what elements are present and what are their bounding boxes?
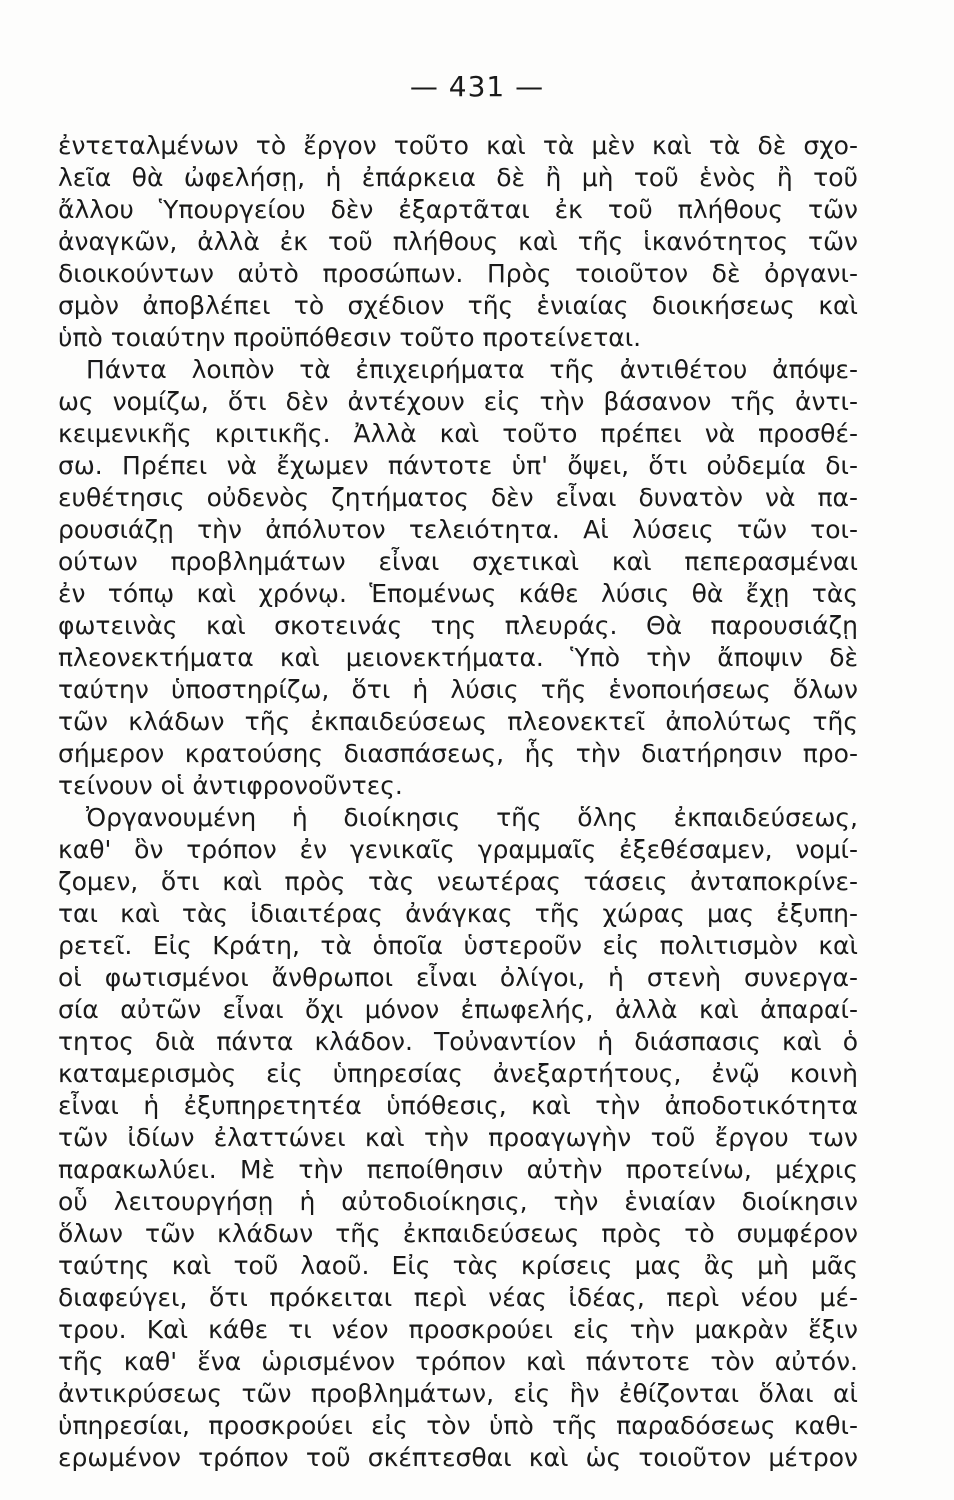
text-line: ταύτην ὑποστηρίζω, ὅτι ἡ λύσις τῆς ἑνοποιήσεως ὅλων [58,675,858,704]
text-line: τείνουν οἱ ἀντιφρονοῦντες. [58,771,403,800]
text-line: ἀντικρύσεως τῶν προβλημάτων, εἰς ἣν ἐθίζονται ὅλαι αἱ [58,1379,858,1408]
text-line: τητος διὰ πάντα κλάδον. Τοὐναντίον ἡ διάσπασις καὶ ὁ [58,1027,858,1056]
text-line: διαφεύγει, ὅτι πρόκειται περὶ νέας ἰδέας, περὶ νέου μέ- [58,1283,858,1312]
text-line: οὗ λειτουργήσῃ ἡ αὐτοδιοίκησις, τὴν ἑνιαίαν διοίκησιν [58,1187,858,1216]
text-line: διοικούντων αὐτὸ προσώπων. Πρὸς τοιοῦτον δὲ ὀργανι- [58,259,858,288]
text-line: ὅλων τῶν κλάδων τῆς ἐκπαιδεύσεως πρὸς τὸ συμφέρον [58,1219,858,1248]
page-number: — 431 — [409,70,545,103]
text-line: σία αὐτῶν εἶναι ὄχι μόνον ἐπωφελής, ἀλλὰ καὶ ἀπαραί- [58,995,858,1024]
text-line: τῶν ἰδίων ἐλαττώνει καὶ τὴν προαγωγὴν τοῦ ἔργου των [58,1123,858,1152]
text-line: Ὀργανουμένη ἡ διοίκησις τῆς ὅλης ἐκπαιδεύσεως, [86,803,858,832]
text-line: ούτων προβλημάτων εἶναι σχετικαὶ καὶ πεπερασμέναι [58,547,858,576]
text-line: πλεονεκτήματα καὶ μειονεκτήματα. Ὑπὸ τὴν ἄποψιν δὲ [58,643,858,672]
text-line: ερωμένον τρόπον τοῦ σκέπτεσθαι καὶ ὡς τοιοῦτον μέτρον [58,1443,858,1472]
text-line: ἐντεταλμένων τὸ ἔργον τοῦτο καὶ τὰ μὲν καὶ τὰ δὲ σχο- [58,131,858,160]
text-line: ται καὶ τὰς ἰδιαιτέρας ἀνάγκας τῆς χώρας μας ἐξυπη- [58,899,858,928]
text-line: ἄλλου Ὑπουργείου δὲν ἐξαρτᾶται ἐκ τοῦ πλήθους τῶν [58,195,858,224]
text-line: ως νομίζω, ὅτι δὲν ἀντέχουν εἰς τὴν βάσανον τῆς ἀντι- [58,387,858,416]
text-line: ταύτης καὶ τοῦ λαοῦ. Εἰς τὰς κρίσεις μας ἂς μὴ μᾶς [58,1251,858,1280]
text-line: παρακωλύει. Μὲ τὴν πεποίθησιν αὐτὴν προτείνω, μέχρις [58,1155,858,1184]
text-line: εἶναι ἡ ἐξυπηρετητέα ὑπόθεσις, καὶ τὴν ἀποδοτικότητα [58,1091,858,1120]
text-line: ἀναγκῶν, ἀλλὰ ἐκ τοῦ πλήθους καὶ τῆς ἱκανότητος τῶν [58,227,858,256]
text-line: ζομεν, ὅτι καὶ πρὸς τὰς νεωτέρας τάσεις ἀνταποκρίνε- [58,867,858,896]
text-line: ευθέτησις οὐδενὸς ζητήματος δὲν εἶναι δυνατὸν νὰ πα- [58,483,858,512]
text-line: ὑπηρεσίαι, προσκρούει εἰς τὸν ὑπὸ τῆς παραδόσεως καθι- [58,1411,858,1440]
text-line: οἱ φωτισμένοι ἄνθρωποι εἶναι ὀλίγοι, ἡ στενὴ συνεργα- [58,963,858,992]
text-line: ρετεῖ. Εἰς Κράτη, τὰ ὁποῖα ὑστεροῦν εἰς πολιτισμὸν καὶ [58,931,858,960]
text-line: ρουσιάζῃ τὴν ἀπόλυτον τελειότητα. Αἱ λύσεις τῶν τοι- [58,515,858,544]
text-line: τρου. Καὶ κάθε τι νέον προσκρούει εἰς τὴν μακρὰν ἕξιν [58,1315,858,1344]
text-line: λεῖα θὰ ὠφελήσῃ, ἡ ἐπάρκεια δὲ ἢ μὴ τοῦ ἑνὸς ἢ τοῦ [58,163,858,192]
body-text [58,130,858,1474]
text-line: ὑπὸ τοιαύτην προϋπόθεσιν τοῦτο προτείνεται. [58,323,642,352]
text-line: σμὸν ἀποβλέπει τὸ σχέδιον τῆς ἑνιαίας διοικήσεως καὶ [58,291,858,320]
text-line: σω. Πρέπει νὰ ἔχωμεν πάντοτε ὑπ' ὄψει, ὅτι οὐδεμία δι- [58,451,858,480]
text-line: σήμερον κρατούσης διασπάσεως, ἧς τὴν διατήρησιν προ- [58,739,858,768]
text-line: τῆς καθ' ἕνα ὡρισμένον τρόπον καὶ πάντοτε τὸν αὐτόν. [58,1347,858,1376]
text-line: φωτεινὰς καὶ σκοτεινάς της πλευράς. Θὰ παρουσιάζῃ [58,611,858,640]
text-line: Πάντα λοιπὸν τὰ ἐπιχειρήματα τῆς ἀντιθέτου ἀπόψε- [86,355,858,384]
text-line: κειμενικῆς κριτικῆς. Ἀλλὰ καὶ τοῦτο πρέπει νὰ προσθέ- [58,419,858,448]
text-line: καθ' ὃν τρόπον ἐν γενικαῖς γραμμαῖς ἐξεθέσαμεν, νομί- [58,835,858,864]
text-line: καταμερισμὸς εἰς ὑπηρεσίας ἀνεξαρτήτους, ἐνῷ κοινὴ [58,1059,858,1088]
text-line: ἐν τόπῳ καὶ χρόνῳ. Ἑπομένως κάθε λύσις θὰ ἔχῃ τὰς [58,579,858,608]
text-line: τῶν κλάδων τῆς ἐκπαιδεύσεως πλεονεκτεῖ ἀπολύτως τῆς [58,707,858,736]
